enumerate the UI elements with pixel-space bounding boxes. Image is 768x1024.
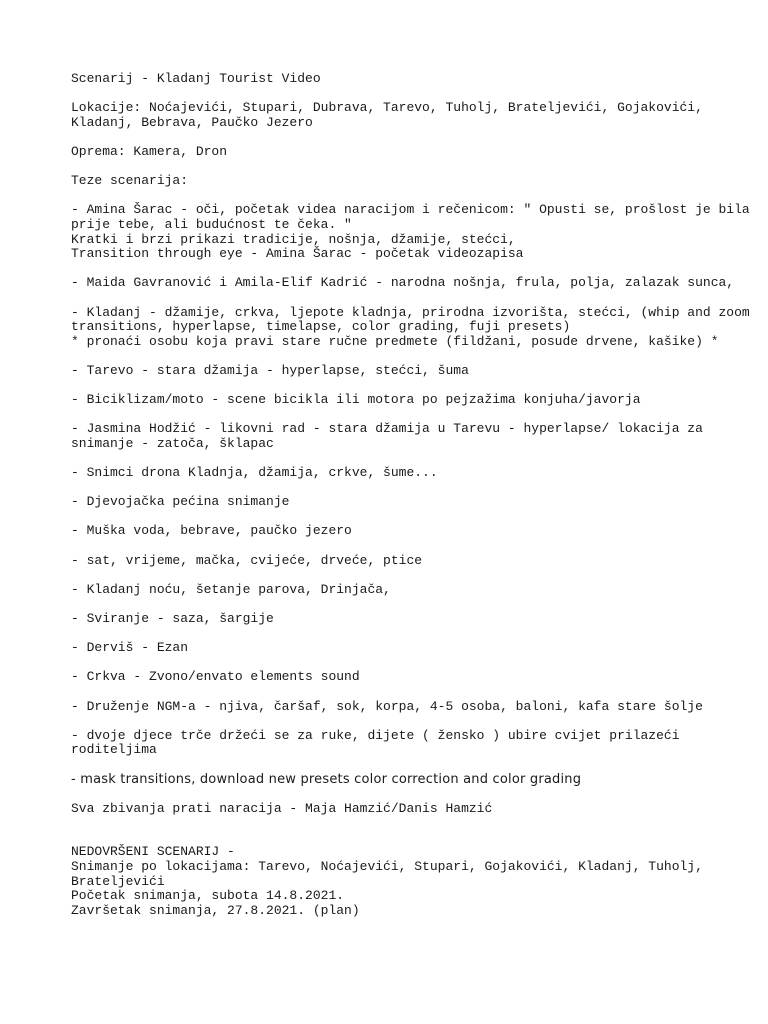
document-page [71, 72, 751, 918]
theses-heading: Teze scenarija: [71, 173, 189, 189]
shooting-end: Završetak snimanja, 27.8.2021. (plan) [71, 902, 360, 918]
thesis-item: - Maida Gavranović i Amila-Elif Kadrić - narodna nošnja, frula, polja, zalazak sunca, [71, 275, 735, 291]
thesis-item: - Amina Šarac - oči, početak videa naracijom i rečenicom: " Opusti se, prošlost je bila prije tebe, ali budućnost te čeka. " Kratki i brzi prikazi tradicije, nošnja, džamije, stećci, Transition through eye - Amina Šarac - početak videozapisa [71, 202, 750, 262]
spacer [71, 831, 751, 846]
thesis-item: - Derviš - Ezan [71, 640, 189, 656]
thesis-item: - Jasmina Hodžić - likovni rad - stara džamija u Tarevu - hyperlapse/ lokacija za snimanje - zatoča, šklapac [71, 421, 711, 451]
shooting-start: Početak snimanja, subota 14.8.2021. [71, 888, 345, 904]
thesis-item: - Sviranje - saza, šargije [71, 610, 274, 626]
thesis-item: - Crkva - Zvono/envato elements sound [71, 669, 360, 685]
narration-line: Sva zbivanja prati naracija - Maja Hamzić/Danis Hamzić [71, 800, 493, 816]
thesis-item: - Druženje NGM-a - njiva, čaršaf, sok, korpa, 4-5 osoba, baloni, kafa stare šolje [71, 698, 703, 714]
unfinished-section [71, 845, 751, 918]
unfinished-locations: Snimanje po lokacijama: Tarevo, Noćajevići, Stupari, Gojakovići, Kladanj, Tuholj, Brateljevići [71, 859, 711, 889]
thesis-item: - Biciklizam/moto - scene bicikla ili motora po pejzažima konjuha/javorja [71, 392, 641, 408]
thesis-item: - Muška voda, bebrave, paučko jezero [71, 523, 352, 539]
thesis-item: - Snimci drona Kladnja, džamija, crkve, šume... [71, 465, 438, 481]
unfinished-heading: NEDOVRŠENI SCENARIJ - [71, 844, 235, 860]
mask-transitions-line: - mask transitions, download new presets color correction and color grading [71, 771, 582, 787]
thesis-item: - Kladanj - džamije, crkva, ljepote kladnja, prirodna izvorišta, stećci, (whip and zoom transitions, hyperlapse, timelapse, color grading, fuji presets) * pronaći osobu koja pravi stare ručne predmete (fildžani, posude drvene, kašike) * [71, 304, 750, 349]
document-title: Scenarij - Kladanj Tourist Video [71, 71, 321, 86]
thesis-item: - Djevojačka pećina snimanje [71, 494, 290, 510]
equipment-line: Oprema: Kamera, Dron [71, 143, 228, 159]
locations-line: Lokacije: Noćajevići, Stupari, Dubrava, Tarevo, Tuholj, Brateljevići, Gojakovići, Kladanj, Bebrava, Paučko Jezero [71, 100, 711, 130]
thesis-item: - sat, vrijeme, mačka, cvijeće, drveće, ptice [71, 552, 423, 568]
thesis-item: - dvoje djece trče držeći se za ruke, dijete ( žensko ) ubire cvijet prilazeći roditeljima [71, 727, 688, 758]
thesis-item: - Tarevo - stara džamija - hyperlapse, stećci, šuma [71, 362, 469, 378]
thesis-item: - Kladanj noću, šetanje parova, Drinjača, [71, 581, 391, 597]
